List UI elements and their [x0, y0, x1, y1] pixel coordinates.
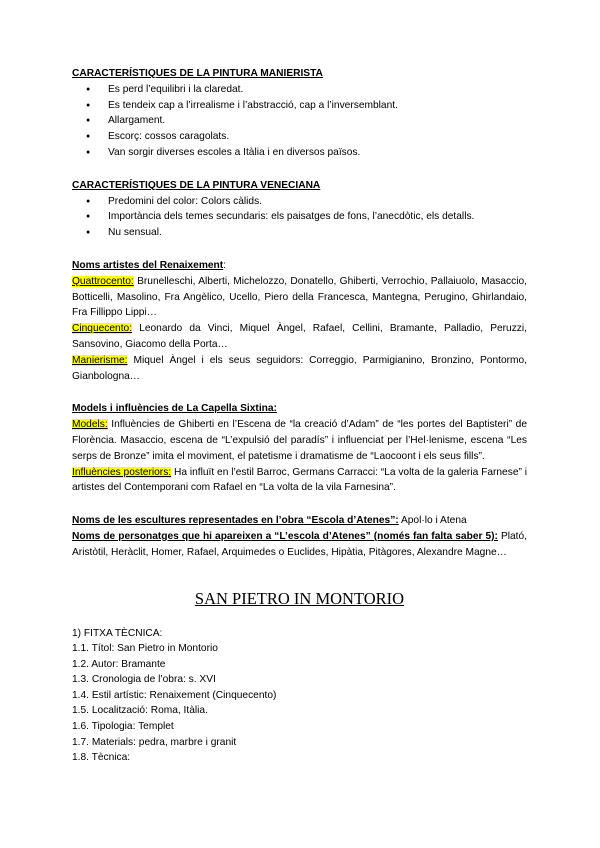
artistes-heading-text: Noms artistes del Renaixement	[72, 259, 224, 271]
models-text: Influències de Ghiberti en l’Escena de “la creació d’Adam” de “les portes del Baptisteri” de Florència. Masaccio, escena de “L’expulsió del paradís” i influenciat per l’Hel·lenisme, escena “Les serps de Bronze” imita el moviment, el patetisme i dramatisme de “Laocoont i els seus fills”.	[72, 419, 527, 462]
posteriors-text: Ha influït en l’estil Barroc, Germans Carracci: “La volta de la galeria Farnese” i artistes del Contemporani com Rafael en “La volta de la vila Farnesina”.	[72, 466, 527, 494]
manierisme-paragraph	[72, 353, 527, 385]
escultures-label: Noms de les escultures representades en l’obra “Escola d’Atenes”:	[72, 515, 399, 527]
fitxa-item: 1.4. Estil artístic: Renaixement (Cinquecento)	[72, 689, 277, 701]
escultures-paragraph	[72, 513, 527, 529]
posteriors-paragraph	[72, 465, 527, 497]
posteriors-label: Influències posteriors:	[72, 466, 172, 478]
list-item: ● Van sorgir diverses escoles a Itàlia i en diversos països.	[72, 145, 527, 161]
artistes-heading-colon: :	[223, 259, 227, 271]
fitxa-item: 1.3. Cronologia de l’obra: s. XVI	[72, 674, 216, 686]
manierista-list	[72, 82, 527, 161]
page-title: SAN PIETRO IN MONTORIO	[194, 588, 405, 608]
manierisme-label: Manierisme:	[72, 354, 128, 366]
personatges-label: Noms de personatges que hi apareixen a “L’escola d’Atenes” (només fan falta saber 5):	[72, 530, 498, 542]
list-item: ● Escorç: cossos caragolats.	[72, 129, 527, 145]
escultures-text: Apol·lo i Atena	[398, 515, 467, 527]
manierista-heading: CARACTERÍSTIQUES DE LA PINTURA MANIERISTA	[72, 68, 323, 79]
personatges-paragraph	[72, 529, 527, 561]
cinquecento-text: Leonardo da Vinci, Miquel Àngel, Rafael, Cellini, Bramante, Palladio, Peruzzi, Sansovino, Giacomo della Porta…	[72, 323, 527, 350]
list-item: ● Allargament.	[72, 113, 527, 129]
fitxa-item: 1.8. Tècnica:	[72, 752, 131, 764]
fitxa-item: 1.6. Tipologia: Templet	[72, 721, 174, 733]
cinquecento-paragraph	[72, 321, 527, 353]
personatges-text: Plató, Aristòtil, Heràclit, Homer, Rafael, Arquimedes o Euclides, Hipàtia, Pitàgores, Alexandre Magne…	[72, 530, 527, 558]
document-page	[72, 66, 527, 766]
fitxa-item: 1.1. Títol: San Pietro in Montorio	[72, 643, 218, 655]
quattrocento-paragraph	[72, 274, 527, 321]
artistes-heading	[72, 258, 527, 274]
fitxa-item: 1.2. Autor: Bramante	[72, 658, 166, 670]
quattrocento-label: Quattrocento:	[72, 275, 134, 287]
cinquecento-label: Cinquecento:	[72, 323, 133, 335]
fitxa-item: 1.5. Localització: Roma, Itàlia.	[72, 705, 208, 717]
fitxa-item: 1.7. Materials: pedra, marbre i granit	[72, 736, 237, 748]
list-item: ● Predomini del color: Colors càlids.	[72, 194, 527, 210]
list-item: ● Nu sensual.	[72, 225, 527, 241]
quattrocento-text: Brunelleschi, Alberti, Michelozzo, Donatello, Ghiberti, Verrochio, Pallaiuolo, Masaccio, Botticelli, Masolino, Fra Angèlico, Ucello, Piero della Francesca, Mantegna, Perugino, Ghirlandaio, Fra Fillippo Lippi…	[72, 275, 527, 319]
fitxa-heading: 1) FITXA TÈCNICA:	[72, 627, 163, 639]
manierisme-text: Miquel Àngel i els seus seguidors: Correggio, Parmigianino, Bronzino, Pontormo, Gianbologna…	[72, 354, 527, 382]
list-item: ● Es tendeix cap a l’irrealisme i l’abstracció, cap a l’inversemblant.	[72, 98, 527, 114]
veneciana-heading: CARACTERÍSTIQUES DE LA PINTURA VENECIANA	[72, 179, 321, 191]
models-paragraph	[72, 417, 527, 464]
models-label: Models:	[72, 419, 108, 431]
sixtina-heading: Models i influències de La Capella Sixtina:	[72, 403, 277, 415]
fitxa-tecnica	[72, 626, 527, 766]
veneciana-list	[72, 194, 527, 241]
list-item: ● Es perd l’equilibri i la claredat.	[72, 82, 527, 98]
list-item: ● Importància dels temes secundaris: els paisatges de fons, l’anecdòtic, els detalls.	[72, 209, 527, 225]
